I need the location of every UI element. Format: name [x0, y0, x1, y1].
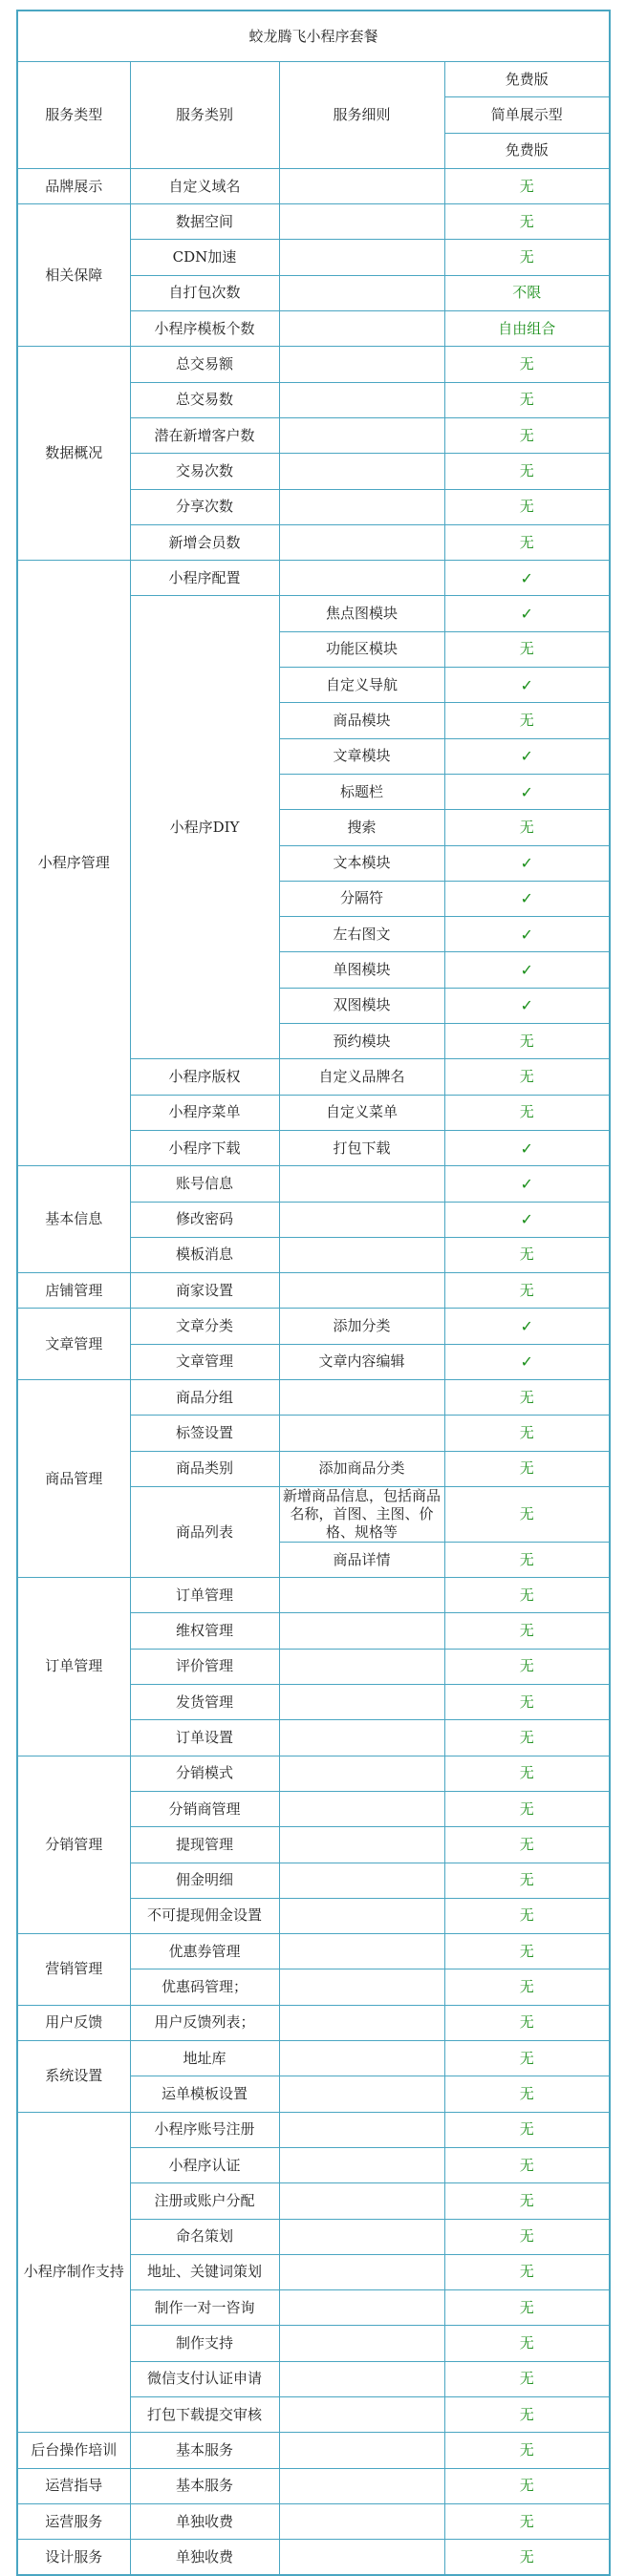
plan-mark: 无	[444, 2147, 610, 2182]
detail-cell	[279, 1166, 444, 1202]
detail-cell	[279, 1685, 444, 1720]
detail-cell	[279, 204, 444, 240]
plan-mark: 自由组合	[444, 311, 610, 347]
category-cell: 修改密码	[130, 1202, 279, 1237]
category-cell: 小程序菜单	[130, 1095, 279, 1130]
category-cell: 提现管理	[130, 1827, 279, 1863]
plan-mark: 无	[444, 703, 610, 738]
category-cell: 发货管理	[130, 1685, 279, 1720]
detail-cell	[279, 1756, 444, 1791]
plan-mark: 无	[444, 1649, 610, 1684]
plan-mark: 不限	[444, 275, 610, 310]
detail-cell: 搜索	[279, 810, 444, 845]
category-cell: 基本服务	[130, 2433, 279, 2468]
check-mark-icon: ✓	[444, 988, 610, 1023]
detail-cell	[279, 1720, 444, 1756]
detail-cell	[279, 2183, 444, 2219]
category-cell: 制作支持	[130, 2326, 279, 2361]
detail-cell: 添加分类	[279, 1309, 444, 1344]
plan-mark: 无	[444, 2290, 610, 2326]
check-mark-icon: ✓	[444, 1309, 610, 1344]
detail-cell: 自定义菜单	[279, 1095, 444, 1130]
header-service-detail: 服务细则	[279, 62, 444, 169]
detail-cell	[279, 2219, 444, 2254]
detail-cell	[279, 2433, 444, 2468]
check-mark-icon: ✓	[444, 1166, 610, 1202]
category-cell: 账号信息	[130, 1166, 279, 1202]
plan-mark: 无	[444, 1827, 610, 1863]
plan-mark: 无	[444, 1756, 610, 1791]
category-cell: 订单管理	[130, 1578, 279, 1613]
plan-mark: 无	[444, 1578, 610, 1613]
check-mark-icon: ✓	[444, 1202, 610, 1237]
detail-cell	[279, 1827, 444, 1863]
plan-mark: 无	[444, 1024, 610, 1059]
category-cell: 文章分类	[130, 1309, 279, 1344]
plan-mark: 无	[444, 1791, 610, 1826]
plan-mark: 无	[444, 2540, 610, 2575]
plan-mark: 无	[444, 2183, 610, 2219]
group-label: 基本信息	[17, 1166, 130, 1273]
category-cell: 制作一对一咨询	[130, 2290, 279, 2326]
plan-mark: 无	[444, 1863, 610, 1898]
detail-cell	[279, 168, 444, 203]
plan-mark: 无	[444, 2005, 610, 2040]
plan-mark: 无	[444, 240, 610, 275]
detail-cell	[279, 1863, 444, 1898]
detail-cell	[279, 1416, 444, 1451]
category-cell: 订单设置	[130, 1720, 279, 1756]
plan-mark: 无	[444, 1934, 610, 1969]
detail-cell	[279, 2503, 444, 2539]
detail-cell: 自定义导航	[279, 668, 444, 703]
check-mark-icon: ✓	[444, 1130, 610, 1165]
detail-cell	[279, 2005, 444, 2040]
detail-cell: 左右图文	[279, 917, 444, 952]
group-label: 品牌展示	[17, 168, 130, 203]
category-cell: 地址、关键词策划	[130, 2254, 279, 2289]
plan-mark: 无	[444, 1451, 610, 1486]
detail-cell: 商品详情	[279, 1542, 444, 1577]
detail-cell	[279, 2468, 444, 2503]
group-label: 订单管理	[17, 1578, 130, 1756]
check-mark-icon: ✓	[444, 774, 610, 809]
group-label: 店铺管理	[17, 1273, 130, 1309]
plan-mark: 无	[444, 1685, 610, 1720]
detail-cell: 预约模块	[279, 1024, 444, 1059]
detail-cell	[279, 240, 444, 275]
plan-mark: 无	[444, 2503, 610, 2539]
group-label: 小程序管理	[17, 561, 130, 1166]
detail-cell	[279, 1379, 444, 1415]
plan-mark: 无	[444, 2326, 610, 2361]
plan-mark: 无	[444, 489, 610, 524]
category-cell: 小程序模板个数	[130, 311, 279, 347]
category-cell: 小程序账号注册	[130, 2112, 279, 2147]
category-cell: 小程序配置	[130, 561, 279, 596]
category-cell: 运单模板设置	[130, 2076, 279, 2112]
group-label: 分销管理	[17, 1756, 130, 1933]
plan-mark: 无	[444, 454, 610, 489]
category-cell: 商品分组	[130, 1379, 279, 1415]
detail-cell	[279, 1649, 444, 1684]
detail-cell	[279, 454, 444, 489]
plan-mark: 无	[444, 524, 610, 560]
category-cell: 总交易数	[130, 382, 279, 417]
plan-mark: 无	[444, 1969, 610, 2005]
header-plan: 免费版	[444, 133, 610, 168]
plan-mark: 无	[444, 1720, 610, 1756]
detail-cell: 商品模块	[279, 703, 444, 738]
category-cell: 单独收费	[130, 2540, 279, 2575]
detail-cell	[279, 311, 444, 347]
detail-cell	[279, 489, 444, 524]
plan-mark: 无	[444, 1379, 610, 1415]
category-cell: 商品列表	[130, 1486, 279, 1577]
detail-cell: 打包下载	[279, 1130, 444, 1165]
plan-mark: 无	[444, 1613, 610, 1649]
group-label: 商品管理	[17, 1379, 130, 1577]
detail-cell: 添加商品分类	[279, 1451, 444, 1486]
check-mark-icon: ✓	[444, 1344, 610, 1379]
category-cell: 微信支付认证申请	[130, 2361, 279, 2396]
category-cell: 命名策划	[130, 2219, 279, 2254]
group-label: 系统设置	[17, 2041, 130, 2113]
header-service-category: 服务类别	[130, 62, 279, 169]
category-cell: 商家设置	[130, 1273, 279, 1309]
plan-mark: 无	[444, 204, 610, 240]
check-mark-icon: ✓	[444, 881, 610, 916]
category-cell: 商品类别	[130, 1451, 279, 1486]
category-cell: 分享次数	[130, 489, 279, 524]
detail-cell: 标题栏	[279, 774, 444, 809]
detail-cell: 单图模块	[279, 952, 444, 988]
category-cell: 自定义域名	[130, 168, 279, 203]
group-label: 用户反馈	[17, 2005, 130, 2040]
detail-cell	[279, 524, 444, 560]
detail-cell	[279, 2326, 444, 2361]
category-cell: 文章管理	[130, 1344, 279, 1379]
category-cell: 用户反馈列表；	[130, 2005, 279, 2040]
check-mark-icon: ✓	[444, 738, 610, 774]
category-cell: 地址库	[130, 2041, 279, 2076]
detail-cell	[279, 417, 444, 453]
group-label: 营销管理	[17, 1934, 130, 2006]
detail-cell	[279, 1898, 444, 1933]
group-label: 相关保障	[17, 204, 130, 347]
header-plan: 简单展示型	[444, 97, 610, 133]
detail-cell	[279, 382, 444, 417]
plan-mark: 无	[444, 1542, 610, 1577]
plan-mark: 无	[444, 1898, 610, 1933]
detail-cell: 文本模块	[279, 845, 444, 881]
plan-mark: 无	[444, 1095, 610, 1130]
group-label: 文章管理	[17, 1309, 130, 1380]
category-cell: 不可提现佣金设置	[130, 1898, 279, 1933]
plan-mark: 无	[444, 1237, 610, 1272]
plan-mark: 无	[444, 2076, 610, 2112]
detail-cell	[279, 2147, 444, 2182]
plan-mark: 无	[444, 2254, 610, 2289]
category-cell: 分销商管理	[130, 1791, 279, 1826]
plan-mark: 无	[444, 2433, 610, 2468]
detail-cell	[279, 2540, 444, 2575]
detail-cell	[279, 2254, 444, 2289]
detail-cell	[279, 2076, 444, 2112]
detail-cell	[279, 1578, 444, 1613]
group-label: 运营服务	[17, 2503, 130, 2539]
plan-mark: 无	[444, 810, 610, 845]
plan-mark: 无	[444, 2041, 610, 2076]
category-cell: 小程序版权	[130, 1059, 279, 1095]
detail-cell: 功能区模块	[279, 631, 444, 667]
plan-mark: 无	[444, 168, 610, 203]
plan-mark: 无	[444, 2468, 610, 2503]
detail-cell	[279, 1969, 444, 2005]
category-cell: 维权管理	[130, 1613, 279, 1649]
category-cell: 优惠券管理	[130, 1934, 279, 1969]
detail-cell	[279, 1934, 444, 1969]
category-cell: 打包下载提交审核	[130, 2397, 279, 2433]
detail-cell	[279, 2397, 444, 2433]
category-cell: 交易次数	[130, 454, 279, 489]
category-cell: 基本服务	[130, 2468, 279, 2503]
plan-mark: 无	[444, 2397, 610, 2433]
plan-mark: 无	[444, 2361, 610, 2396]
group-label: 运营指导	[17, 2468, 130, 2503]
header-plan: 免费版	[444, 62, 610, 97]
category-cell: 优惠码管理；	[130, 1969, 279, 2005]
detail-cell	[279, 2041, 444, 2076]
check-mark-icon: ✓	[444, 952, 610, 988]
category-cell: 小程序DIY	[130, 596, 279, 1059]
category-cell: 分销模式	[130, 1756, 279, 1791]
plan-mark: 无	[444, 2112, 610, 2147]
plan-mark: 无	[444, 347, 610, 382]
check-mark-icon: ✓	[444, 845, 610, 881]
category-cell: 总交易额	[130, 347, 279, 382]
check-mark-icon: ✓	[444, 561, 610, 596]
check-mark-icon: ✓	[444, 917, 610, 952]
table-title: 蛟龙腾飞小程序套餐	[17, 11, 610, 62]
plan-mark: 无	[444, 382, 610, 417]
category-cell: 佣金明细	[130, 1863, 279, 1898]
category-cell: 注册或账户分配	[130, 2183, 279, 2219]
header-service-type: 服务类型	[17, 62, 130, 169]
plan-mark: 无	[444, 2219, 610, 2254]
detail-cell: 自定义品牌名	[279, 1059, 444, 1095]
detail-cell	[279, 1613, 444, 1649]
plan-mark: 无	[444, 1416, 610, 1451]
category-cell: CDN加速	[130, 240, 279, 275]
group-label: 后台操作培训	[17, 2433, 130, 2468]
detail-cell	[279, 2290, 444, 2326]
plan-mark: 无	[444, 631, 610, 667]
detail-cell: 双图模块	[279, 988, 444, 1023]
detail-cell: 分隔符	[279, 881, 444, 916]
package-table	[16, 10, 611, 2576]
plan-mark: 无	[444, 1273, 610, 1309]
plan-mark: 无	[444, 1059, 610, 1095]
detail-cell: 文章模块	[279, 738, 444, 774]
category-cell: 模板消息	[130, 1237, 279, 1272]
detail-cell	[279, 2112, 444, 2147]
detail-cell	[279, 1202, 444, 1237]
check-mark-icon: ✓	[444, 596, 610, 631]
category-cell: 新增会员数	[130, 524, 279, 560]
category-cell: 潜在新增客户数	[130, 417, 279, 453]
detail-cell: 文章内容编辑	[279, 1344, 444, 1379]
detail-cell	[279, 1237, 444, 1272]
group-label: 数据概况	[17, 347, 130, 561]
category-cell: 数据空间	[130, 204, 279, 240]
plan-mark: 无	[444, 417, 610, 453]
detail-cell	[279, 2361, 444, 2396]
category-cell: 小程序下载	[130, 1130, 279, 1165]
detail-cell	[279, 275, 444, 310]
detail-cell	[279, 561, 444, 596]
category-cell: 小程序认证	[130, 2147, 279, 2182]
category-cell: 单独收费	[130, 2503, 279, 2539]
group-label: 设计服务	[17, 2540, 130, 2575]
group-label: 小程序制作支持	[17, 2112, 130, 2433]
detail-cell	[279, 1791, 444, 1826]
detail-cell: 焦点图模块	[279, 596, 444, 631]
detail-cell	[279, 1273, 444, 1309]
check-mark-icon: ✓	[444, 668, 610, 703]
category-cell: 评价管理	[130, 1649, 279, 1684]
detail-cell	[279, 347, 444, 382]
detail-cell: 新增商品信息，包括商品名称，首图、主图、价格、规格等	[279, 1486, 444, 1542]
category-cell: 标签设置	[130, 1416, 279, 1451]
plan-mark: 无	[444, 1486, 610, 1542]
category-cell: 自打包次数	[130, 275, 279, 310]
